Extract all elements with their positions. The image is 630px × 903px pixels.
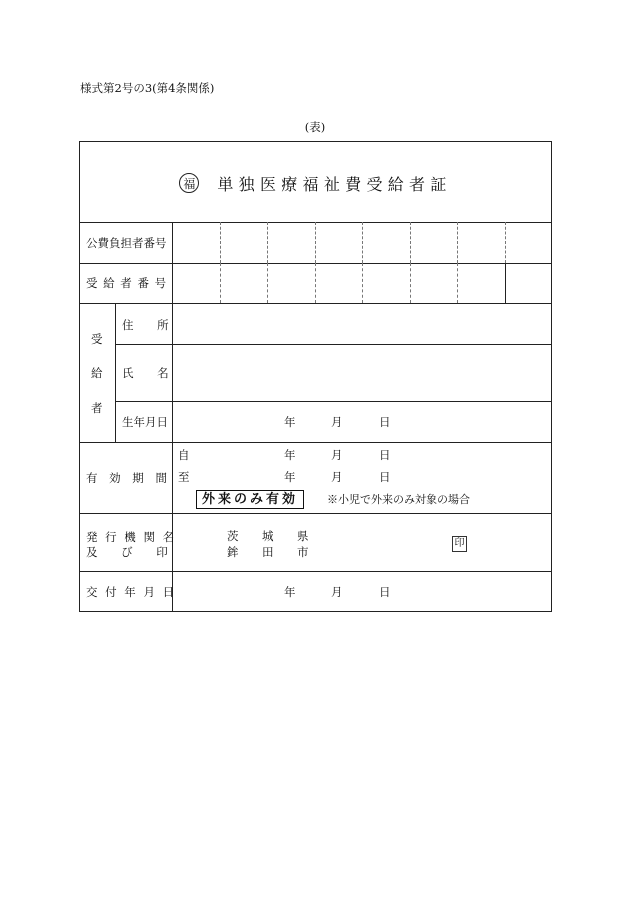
issuer-pref-char-1: 茨 — [227, 529, 239, 543]
side-label: (表) — [304, 120, 326, 134]
valid-from-year-unit: 年 — [284, 448, 296, 462]
digit-divider — [315, 222, 316, 263]
issuer-city-char-2: 田 — [262, 545, 274, 559]
recipient-group-label-1: 受 — [91, 332, 103, 346]
valid-to-day-unit: 日 — [379, 470, 391, 484]
digit-divider — [267, 222, 268, 263]
form-title: 単独医療福祉費受給者証 — [217, 174, 452, 194]
welfare-mark-text: 福 — [183, 176, 196, 191]
issue-year-unit: 年 — [284, 585, 296, 599]
form-title-area — [80, 170, 551, 196]
valid-to-label: 至 — [178, 470, 190, 484]
welfare-mark-icon — [179, 173, 199, 193]
birth-year-unit: 年 — [284, 415, 296, 429]
issue-date-label: 交 付 年 月 日 — [86, 585, 176, 599]
digit-divider — [220, 222, 221, 263]
validity-period-label: 有 効 期 間 — [86, 471, 169, 485]
form-reference: 様式第2号の3(第4条関係) — [80, 81, 215, 95]
digit-divider — [220, 263, 221, 303]
digit-divider — [410, 263, 411, 303]
valid-from-label: 自 — [178, 448, 190, 462]
valid-from-month-unit: 月 — [331, 448, 343, 462]
digit-divider — [267, 263, 268, 303]
grid-line — [80, 571, 551, 572]
digit-divider — [362, 222, 363, 263]
digit-divider — [315, 263, 316, 303]
certificate-form — [79, 141, 552, 612]
issuer-label-line1: 発 行 機 関 名 — [86, 530, 176, 544]
public-payer-number-label: 公費負担者番号 — [86, 236, 167, 250]
recipient-group-label-3: 者 — [91, 401, 103, 415]
grid-line — [80, 303, 551, 304]
birth-date-label: 生年月日 — [122, 415, 168, 429]
valid-to-month-unit: 月 — [331, 470, 343, 484]
digit-divider — [362, 263, 363, 303]
address-label: 住 所 — [122, 318, 169, 332]
grid-line — [80, 513, 551, 514]
official-seal-icon: 印 — [452, 536, 467, 552]
valid-to-year-unit: 年 — [284, 470, 296, 484]
birth-month-unit: 月 — [331, 415, 343, 429]
recipient-group-label-2: 給 — [91, 366, 103, 380]
birth-day-unit: 日 — [379, 415, 391, 429]
outpatient-only-badge: 外来のみ有効 — [196, 490, 304, 509]
valid-from-day-unit: 日 — [379, 448, 391, 462]
issuer-pref-char-2: 城 — [262, 529, 274, 543]
recipient-group-divider — [115, 303, 116, 442]
grid-line — [115, 401, 551, 402]
issuer-label-line2: 及 び 印 — [86, 545, 168, 559]
outpatient-only-note: ※小児で外来のみ対象の場合 — [327, 493, 470, 506]
recipient-number-label: 受 給 者 番 号 — [86, 276, 168, 290]
issuer-city-char-1: 鉾 — [227, 545, 239, 559]
digit-divider — [457, 222, 458, 263]
grid-line — [80, 442, 551, 443]
digit-divider — [410, 222, 411, 263]
digit-divider — [505, 222, 506, 263]
label-column-divider — [172, 222, 173, 612]
issuer-pref-char-3: 県 — [297, 529, 309, 543]
name-label: 氏 名 — [122, 366, 169, 380]
digit-divider — [457, 263, 458, 303]
issue-month-unit: 月 — [331, 585, 343, 599]
recipient-number-end-line — [505, 263, 506, 303]
issue-day-unit: 日 — [379, 585, 391, 599]
grid-line — [115, 344, 551, 345]
issuer-city-char-3: 市 — [297, 545, 309, 559]
